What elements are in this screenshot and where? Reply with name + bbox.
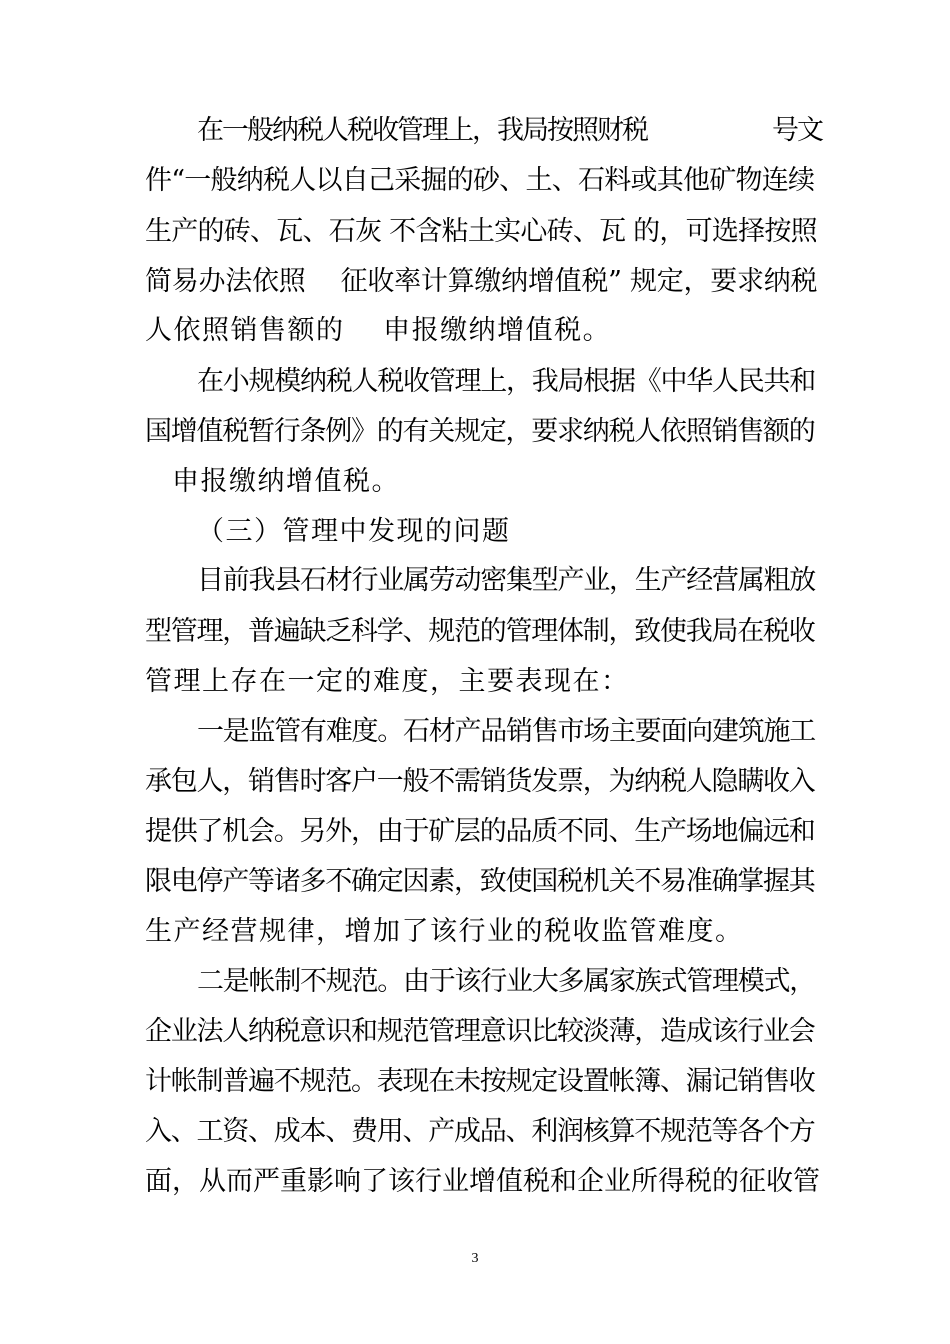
section-heading: （三）管理中发现的问题 xyxy=(197,516,511,547)
text-line: 入、工资、成本、费用、产成品、利润核算不规范等各个方 xyxy=(145,1116,815,1147)
text-line: 申报缴纳增值税。 xyxy=(172,466,400,497)
text-line: 简易办法依照 征收率计算缴纳增值税” 规定，要求纳税 xyxy=(145,266,818,297)
text-line: 在一般纳税人税收管理上，我局按照财税 号文 xyxy=(197,115,822,146)
text-line: 型管理，普遍缺乏科学、规范的管理体制，致使我局在税收 xyxy=(145,616,815,647)
text-line: 企业法人纳税意识和规范管理意识比较淡薄，造成该行业会 xyxy=(145,1016,815,1047)
text-line: 提供了机会。另外，由于矿层的品质不同、生产场地偏远和 xyxy=(145,816,815,847)
text-line: 生产的砖、瓦、石灰 不含粘土实心砖、瓦 的，可选择按照 xyxy=(145,216,817,247)
text-line: 面，从而严重影响了该行业增值税和企业所得税的征收管 xyxy=(145,1166,820,1197)
text-line: 生产经营规律，增加了该行业的税收监管难度。 xyxy=(145,916,744,947)
text-line: 一是监管有难度。石材产品销售市场主要面向建筑施工 xyxy=(197,716,815,747)
text-line: 承包人，销售时客户一般不需销货发票，为纳税人隐瞒收入 xyxy=(145,766,815,797)
text-line: 计帐制普遍不规范。表现在未按规定设置帐簿、漏记销售收 xyxy=(145,1066,815,1097)
text-line: 人依照销售额的 申报缴纳增值税。 xyxy=(145,315,612,346)
text-line: 在小规模纳税人税收管理上，我局根据《中华人民共和 xyxy=(197,366,815,397)
text-line: 件“一般纳税人以自己采掘的砂、土、石料或其他矿物连续 xyxy=(145,165,815,196)
text-line: 目前我县石材行业属劳动密集型产业，生产经营属粗放 xyxy=(197,565,815,596)
text-line: 管理上存在一定的难度，主要表现在： xyxy=(145,666,630,697)
text-line: 国增值税暂行条例》的有关规定，要求纳税人依照销售额的 xyxy=(145,416,815,447)
text-line: 二是帐制不规范。由于该行业大多属家族式管理模式， xyxy=(197,966,815,997)
page-number: 3 xyxy=(471,1251,479,1266)
text-line: 限电停产等诸多不确定因素，致使国税机关不易准确掌握其 xyxy=(145,866,815,897)
